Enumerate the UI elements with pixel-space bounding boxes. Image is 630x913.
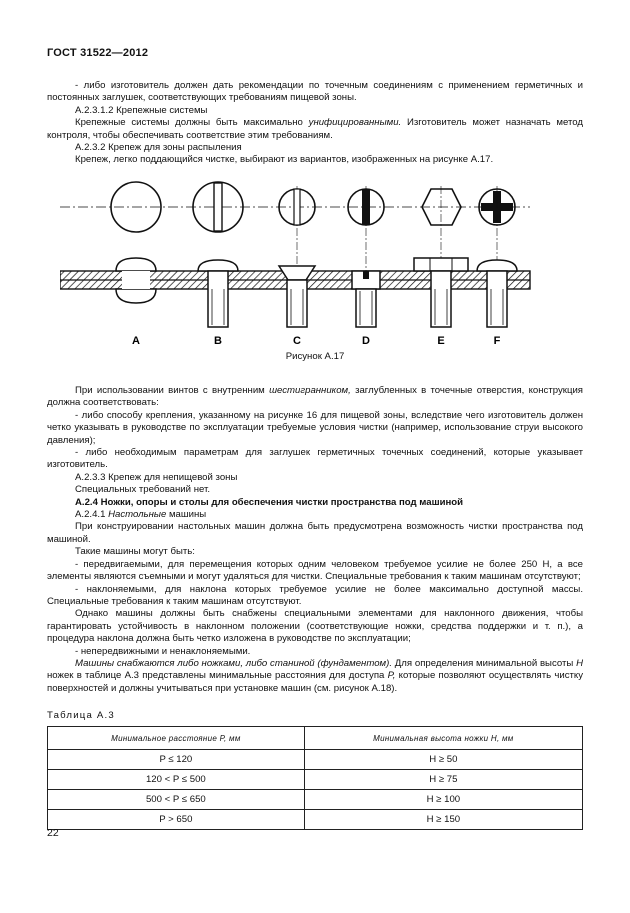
table-cell: 120 < P ≤ 500 (48, 770, 305, 790)
section-heading: А.2.3.2 Крепеж для зоны распыления (75, 142, 242, 154)
fastener-d-section (352, 271, 380, 327)
table-cell: P ≤ 120 (48, 750, 305, 770)
table-caption: Таблица А.3 (47, 710, 115, 721)
body-text-block (47, 385, 583, 695)
figure-label-b: B (214, 335, 222, 346)
section-heading-bold: А.2.4 Ножки, опоры и столы для обеспечения чистки пространства под машиной (75, 496, 464, 508)
paragraph: При использовании винтов с внутренним шестигранником, заглубленных в точечные отверстия, конструкция должна соответствовать: (47, 385, 584, 409)
table-row (48, 770, 583, 790)
fastener-e-section (414, 258, 468, 327)
table-cell: 500 < P ≤ 650 (48, 790, 305, 810)
list-item: - либо необходимым параметрам для заглушек герметичных точечных соединений, которые указывает изготовитель. (47, 447, 583, 471)
paragraph: Крепежные системы должны быть максимально унифицированными. Изготовитель может назначать метод контроля, чтобы обеспечивать соответствие этим требованиям. (47, 117, 583, 141)
paragraph: Такие машины могут быть: (75, 546, 195, 558)
paragraph: Крепеж, легко поддающийся чистке, выбирают из вариантов, изображенных на рисунке А.17. (75, 154, 494, 166)
table-cell: H ≥ 75 (304, 770, 582, 790)
fastener-c-section (279, 266, 315, 327)
figure-label-c: C (293, 335, 301, 346)
list-item: - наклоняемыми, для наклона которых требуемое усилие не более максимально доступной массы. Специальные требования к таким машинам отсутствуют. (47, 583, 583, 607)
fastener-a-section (116, 258, 156, 303)
table-cell: P > 650 (48, 810, 305, 830)
table-cell: H ≥ 50 (304, 750, 582, 770)
figure-label-d: D (362, 335, 370, 346)
fastener-b-section (198, 260, 238, 327)
paragraph: Однако машины должны быть снабжены специальными элементами для наклонного движения, чтобы гарантировать устойчивость в наклонном положении (соответствующие ножки, средства поддержки и т. п.), а процедура наклона должна быть четко изложена в руководстве по эксплуатации; (47, 608, 583, 645)
fastener-figure (60, 176, 560, 346)
table-header-cell: Минимальное расстояние Р, мм (48, 727, 305, 750)
list-item: - непередвижными и ненаклоняемыми. (75, 645, 251, 657)
table-row (48, 790, 583, 810)
section-heading: А.2.3.3 Крепеж для непищевой зоны (75, 471, 238, 483)
fastener-f-section (477, 260, 517, 327)
top-text-block (47, 80, 583, 167)
table-cell: H ≥ 150 (304, 810, 582, 830)
table-a3 (47, 726, 583, 830)
figure-label-e: E (437, 335, 445, 346)
list-item: - передвигаемыми, для перемещения которых одним человеком требуемое усилие не более 250 Н, а все элементы являются съемными и могут удаляться для чистки. Специальные требования к таким машинам отсутствуют; (47, 558, 583, 583)
page-number: 22 (47, 827, 59, 839)
paragraph: Специальных требований нет. (75, 484, 211, 496)
figure-caption: Рисунок А.17 (285, 351, 345, 362)
paragraph: При конструировании настольных машин должна быть предусмотрена возможность чистки пространства под машиной. (47, 521, 583, 545)
figure-label-a: A (132, 335, 140, 346)
table-header-cell: Минимальная высота ножки Н, мм (304, 727, 582, 750)
table-row (48, 810, 583, 830)
paragraph: Машины снабжаются либо ножками, либо станиной (фундаментом). Для определения минимальной высоты H ножек в таблице А.3 представлены минимальные расстояния для доступа P, которые позволяют осуществлять чистку поверхностей и должны учитываться при установке машин (см. рисунок А.18). (47, 657, 584, 694)
table-cell: H ≥ 100 (304, 790, 582, 810)
document-header: ГОСТ 31522—2012 (47, 47, 149, 59)
paragraph: - либо изготовитель должен дать рекомендации по точечным соединениям с применением герметичных и постоянных заглушек, соответствующих требованиям пищевой зоны. (47, 80, 583, 104)
section-heading: А.2.3.1.2 Крепежные системы (75, 104, 208, 116)
section-heading: А.2.4.1 Настольные машины (75, 509, 207, 521)
table-header-row (48, 727, 583, 750)
figure-label-f: F (493, 335, 501, 346)
table-row (48, 750, 583, 770)
list-item: - либо способу крепления, указанному на рисунке 16 для пищевой зоны, вследствие чего изготовитель должен четко указывать в руководстве по эксплуатации требуемые условия чистки (например, использование струи высокого давления); (47, 409, 583, 446)
